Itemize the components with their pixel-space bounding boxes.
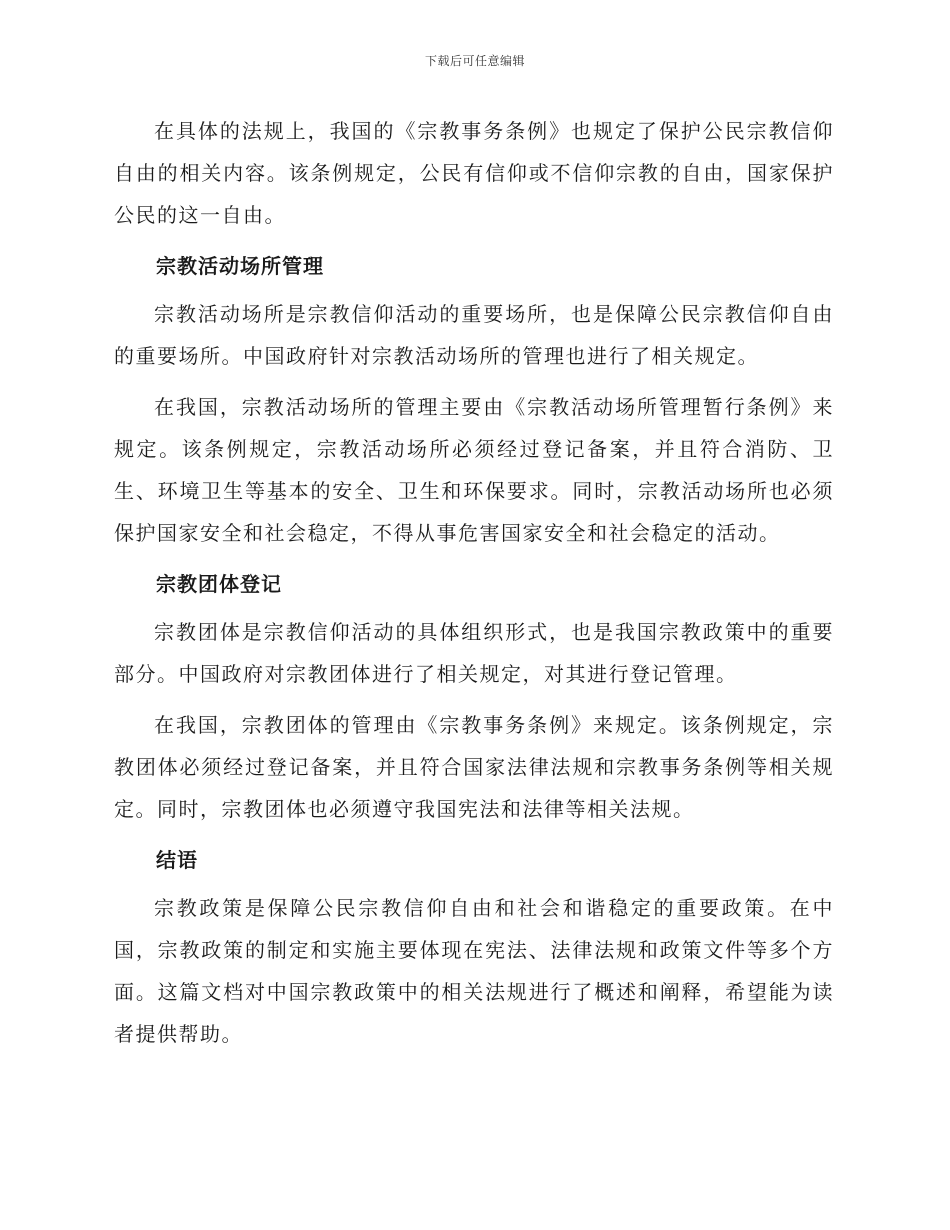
section-heading-venue-management: 宗教活动场所管理 bbox=[156, 254, 324, 278]
section-heading-conclusion: 结语 bbox=[156, 848, 198, 872]
paragraph-regulations-intro: 在具体的法规上，我国的《宗教事务条例》也规定了保护公民宗教信仰自由的相关内容。该条例规定，公民有信仰或不信仰宗教的自由，国家保护公民的这一自由。 bbox=[114, 119, 834, 227]
page-header: 下载后可任意编辑 bbox=[424, 54, 525, 68]
paragraph-group-regulations: 在我国，宗教团体的管理由《宗教事务条例》来规定。该条例规定，宗教团体必须经过登记备案，并且符合国家法律法规和宗教事务条例等相关规定。同时，宗教团体也必须遵守我国宪法和法律等相关法规。 bbox=[114, 713, 834, 821]
document-body bbox=[114, 110, 834, 1064]
paragraph-conclusion: 宗教政策是保障公民宗教信仰自由和社会和谐稳定的重要政策。在中国，宗教政策的制定和实施主要体现在宪法、法律法规和政策文件等多个方面。这篇文档对中国宗教政策中的相关法规进行了概述和阐释，希望能为读者提供帮助。 bbox=[114, 896, 834, 1046]
paragraph-venue-overview: 宗教活动场所是宗教信仰活动的重要场所，也是保障公民宗教信仰自由的重要场所。中国政府针对宗教活动场所的管理也进行了相关规定。 bbox=[114, 302, 834, 368]
section-heading-group-registration: 宗教团体登记 bbox=[156, 572, 282, 596]
paragraph-group-overview: 宗教团体是宗教信仰活动的具体组织形式，也是我国宗教政策中的重要部分。中国政府对宗教团体进行了相关规定，对其进行登记管理。 bbox=[114, 620, 834, 686]
paragraph-venue-regulations: 在我国，宗教活动场所的管理主要由《宗教活动场所管理暂行条例》来规定。该条例规定，宗教活动场所必须经过登记备案，并且符合消防、卫生、环境卫生等基本的安全、卫生和环保要求。同时，宗教活动场所也必须保护国家安全和社会稳定，不得从事危害国家安全和社会稳定的活动。 bbox=[114, 395, 834, 545]
